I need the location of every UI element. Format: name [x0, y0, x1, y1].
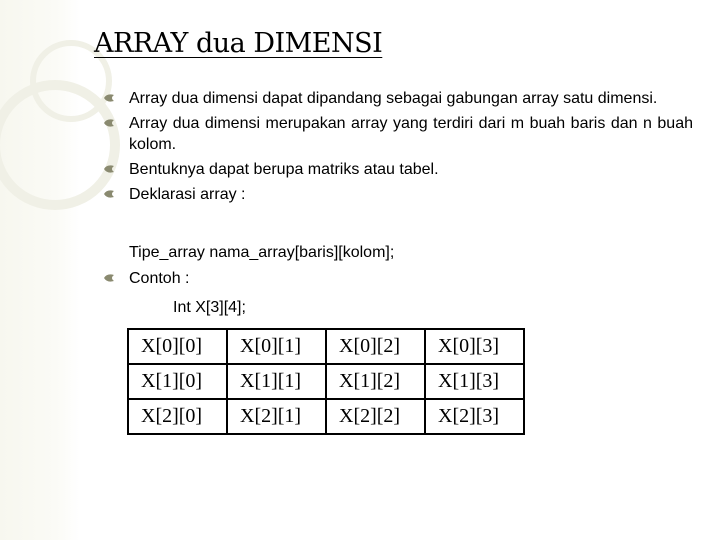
bullet-text: Array dua dimensi dapat dipandang sebagai gabungan array satu dimensi.: [129, 90, 658, 107]
fleuron-bullet-icon: [103, 189, 115, 199]
table-row: [128, 399, 524, 434]
table-row: [128, 364, 524, 399]
bullet-text: Contoh :: [129, 270, 190, 287]
bullet-text: Bentuknya dapat berupa matriks atau tabel.: [129, 161, 439, 178]
table-cell: X[2][3]: [425, 399, 524, 434]
bullet-item: [103, 159, 693, 180]
bullet-text: Array dua dimensi merupakan array yang terdiri dari m buah baris dan n buah kolom.: [129, 115, 693, 153]
table-cell: X[1][1]: [227, 364, 326, 399]
table-cell: X[1][3]: [425, 364, 524, 399]
bullet-list: [103, 88, 693, 209]
table-row: [128, 329, 524, 364]
example-code: Int X[3][4];: [173, 299, 246, 316]
bullet-item: [103, 184, 693, 205]
bullet-item: [103, 88, 693, 109]
fleuron-bullet-icon: [103, 164, 115, 174]
declaration-syntax: Tipe_array nama_array[baris][kolom];: [129, 244, 395, 261]
table-cell: X[0][2]: [326, 329, 425, 364]
table-cell: X[2][0]: [128, 399, 227, 434]
bullet-item: [103, 268, 689, 289]
fleuron-bullet-icon: [103, 273, 115, 283]
array-table: [127, 328, 525, 435]
bullet-text: Deklarasi array :: [129, 186, 246, 203]
table-cell: X[1][2]: [326, 364, 425, 399]
table-cell: X[2][2]: [326, 399, 425, 434]
table-cell: X[2][1]: [227, 399, 326, 434]
table-cell: X[0][0]: [128, 329, 227, 364]
table-cell: X[1][0]: [128, 364, 227, 399]
slide-title: ARRAY dua DIMENSI: [94, 28, 383, 59]
table-cell: X[0][1]: [227, 329, 326, 364]
table-cell: X[0][3]: [425, 329, 524, 364]
fleuron-bullet-icon: [103, 93, 115, 103]
bullet-item: [103, 113, 693, 155]
fleuron-bullet-icon: [103, 118, 115, 128]
